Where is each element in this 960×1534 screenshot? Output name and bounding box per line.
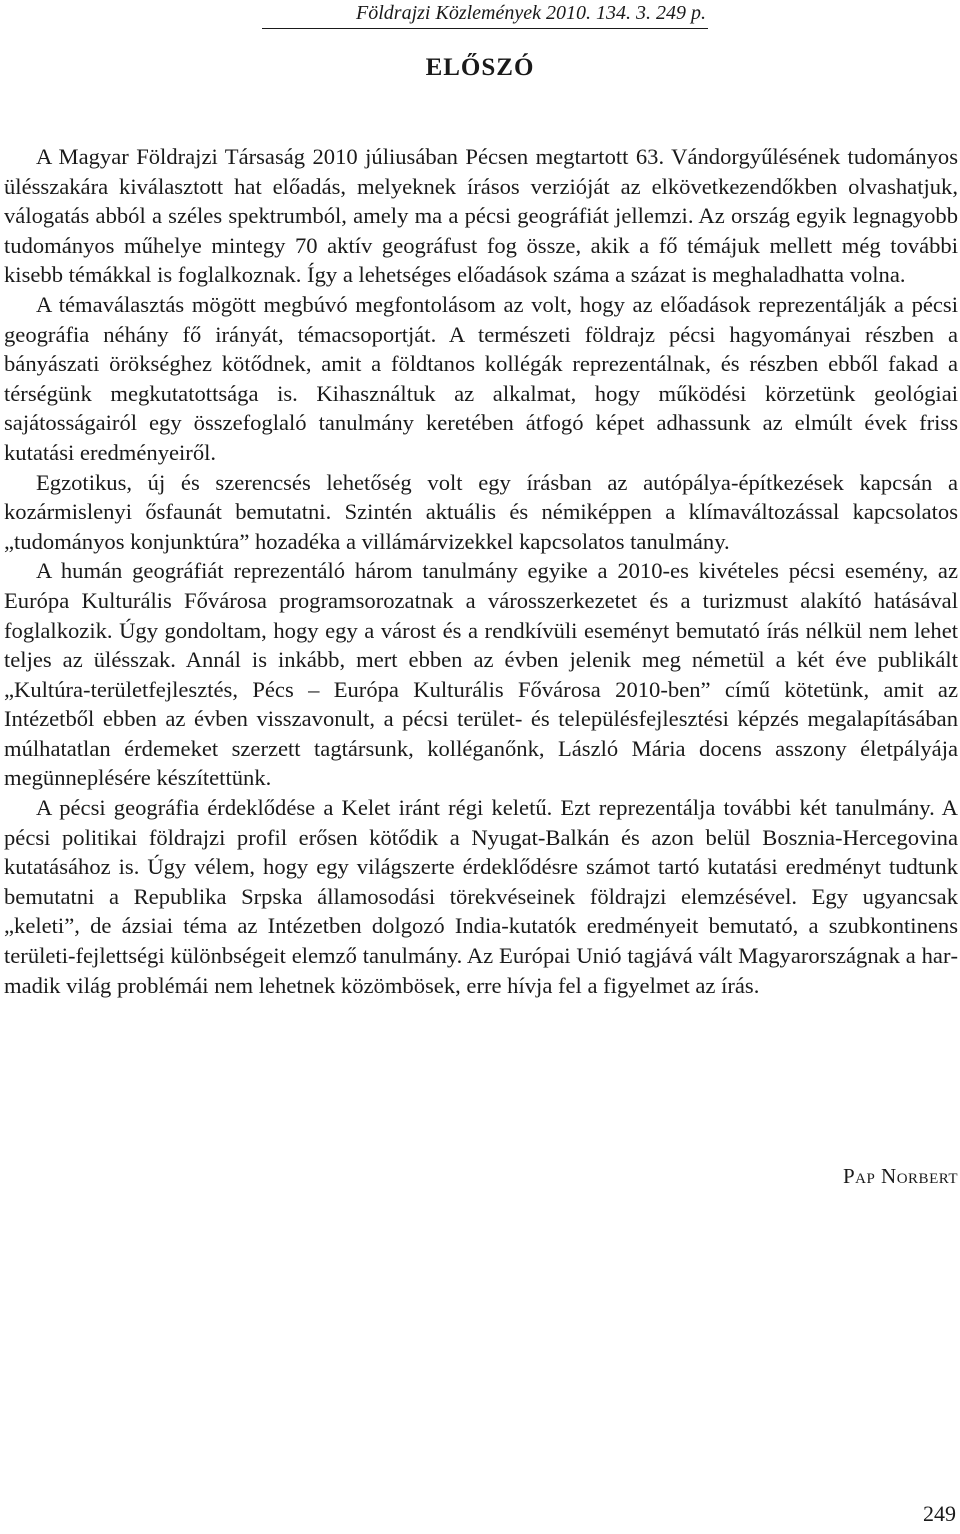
paragraph-4: A humán geográfiát reprezentáló három tanulmány egyike a 2010-es kivételes pécsi esemény, az Európa Kulturális Fővárosa programsorozatnak a városszerkezetet és a turizmust alakító hatásával foglalkozik. Úgy gondoltam, hogy egy a várost és a rendkívüli eseményt bemutató írás nélkül nem lehet teljes az ülésszak. Annál is inkább, mert ebben az évben jelenik meg németül a két éve publikált „Kultúra-területfejlesztés, Pécs – Európa Kulturális Fővárosa 2010-ben” című kötetünk, amit az Intézetből ebben az évben visszavonult, a pécsi terület- és településfejlesztési képzés megalapításában múlhatatlan érdemeket szerzett tagtársunk, kolléganőnk, László Mária docens asszony életpályája megünneplésére készítettünk.	[4, 558, 958, 791]
header-rule	[262, 28, 708, 29]
body-text	[4, 142, 958, 1000]
page-title: ELŐSZÓ	[425, 54, 535, 81]
paragraph-2: A témaválasztás mögött megbúvó megfontolásom az volt, hogy az előadások reprezentálják a pécsi geográfia néhány fő irányát, témacsoportját. A természeti földrajz pécsi hagyományai részben a bányászati örökséghez kötődnek, amit a földtanos kollégák reprezentálnak, és részben ebből fakad a térségünk megkutatottsága is. Kihasználtuk az alkalmat, hogy működési körzetünk geológiai sajátosságairól egy összefoglaló tanulmány keretében átfogó képet adhassunk az elmúlt évek friss kutatási eredményeiről.	[4, 291, 958, 465]
running-head: Földrajzi Közlemények 2010. 134. 3. 249 p.	[356, 2, 706, 24]
paragraph-3: Egzotikus, új és szerencsés lehetőség volt egy írásban az autópálya-építkezések kapcsán a kozármislenyi ősfaunát bemutatni. Szintén aktuális és némiképpen a klímaváltozással kapcsolatos „tudományos konjunktúra” hozadéka a villámárvizekkel kapcsolatos tanulmány.	[4, 469, 958, 554]
author-signature: Pap Norbert	[842, 1164, 958, 1188]
page-number: 249	[923, 1501, 956, 1526]
paragraph-1: A Magyar Földrajzi Társaság 2010 júliusában Pécsen megtartott 63. Vándorgyűlésének tudományos ülésszakára kiválasztott hat előadás, melyeknek írásos verzióját az elkövetkezendőkben olvashatjuk, válogatás abból a széles spektrumból, amely ma a pécsi geográfiát jellemzi. Az ország egyik legnagyobb tudományos műhelye mintegy 70 aktív geográfust fog össze, akik a fő témájuk mellett még további kisebb témákkal is foglalkoznak. Így a lehetséges előadások száma a százat is meghaladhatta volna.	[4, 144, 958, 288]
paragraph-5: A pécsi geográfia érdeklődése a Kelet iránt régi keletű. Ezt reprezentálja további két tanulmány. A pécsi politikai földrajzi profil erősen kötődik a Nyugat-Balkán és azon belül Bosznia-Hercegovina kutatásához is. Úgy vélem, hogy egy világszerte érdeklődésre számot tartó kutatási eredményt tudtunk bemutatni a Republika Srpska államosodási törekvéseinek földrajzi elemzésével. Egy ugyancsak „keleti”, de ázsiai téma az Intézetben dolgozó India-kutatók eredményeit bemutató, a szubkontinens területi-fejlettségi különbségeit elemző tanulmány. Az Európai Unió tagjává vált Magyarországnak a harmadik világ problémái nem lehetnek közömbösek, erre hívja fel a figyelmet az írás.	[4, 795, 958, 998]
